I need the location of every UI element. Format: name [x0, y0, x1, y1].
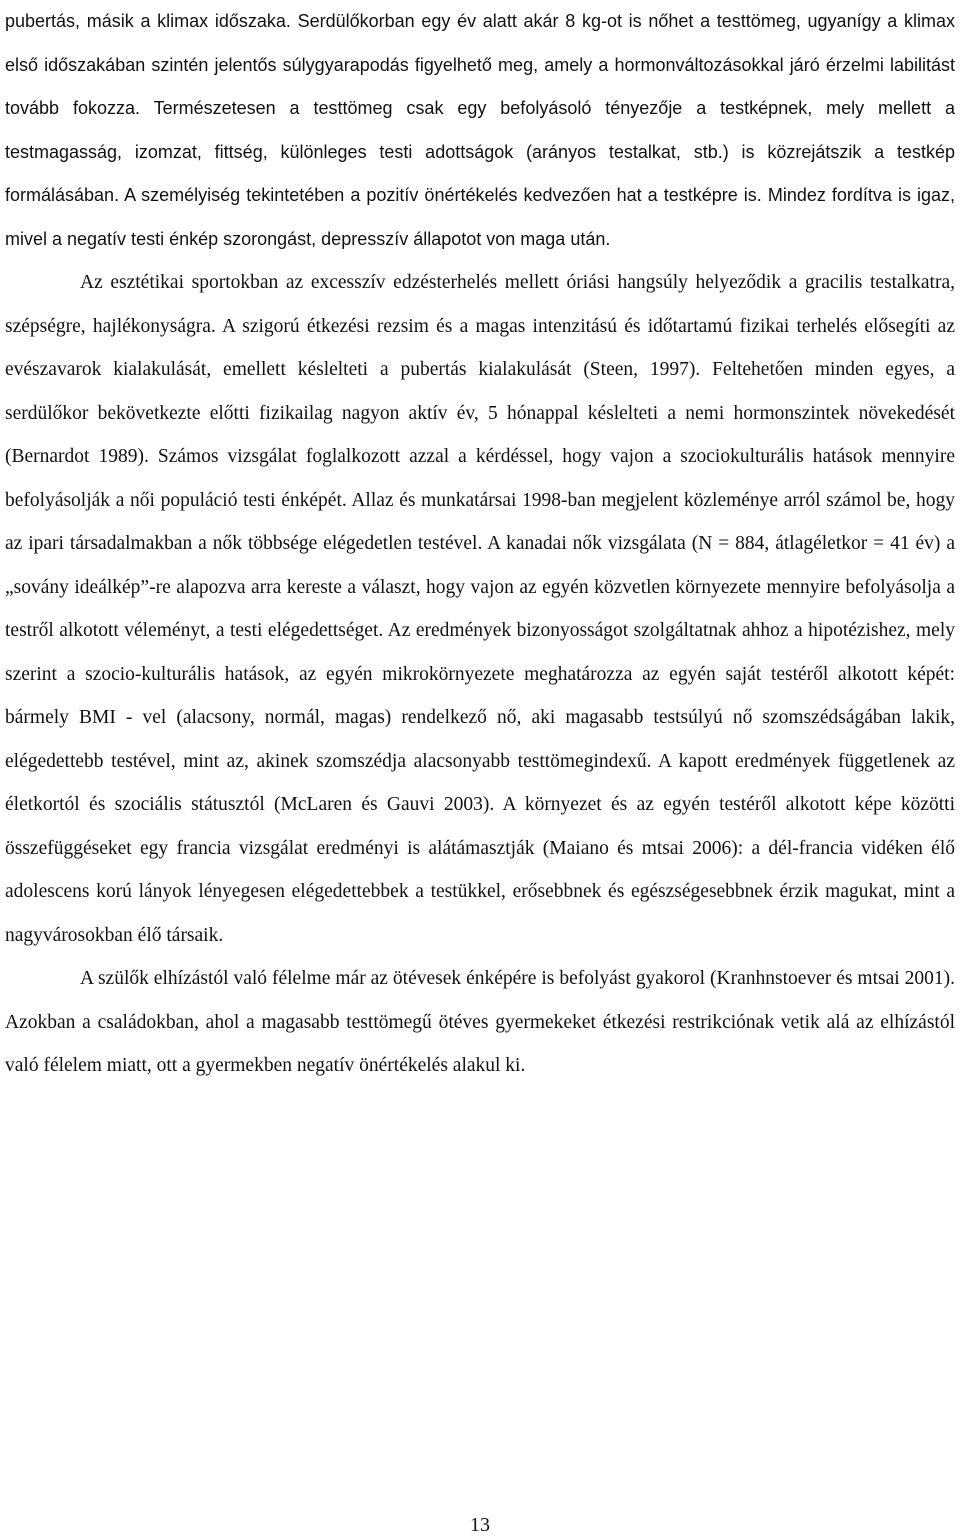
paragraph-2-text: Az esztétikai sportokban az excesszív edzésterhelés mellett óriási hangsúly helyeződik a gracilis testalkatra, szépségre, hajlékonyságra. A szigorú étkezési rezsim és a magas intenzitású és időtartamú fizikai terhelés elősegíti az evészavarok kialakulását, emellett késlelteti a pubertás kialakulását (Steen, 1997). Feltehetően minden egyes, a serdülőkor bekövetkezte előtti fizikailag nagyon aktív év, 5 hónappal késlelteti a nemi hormonszintek növekedését (Bernardot 1989). Számos vizsgálat foglalkozott azzal a kérdéssel, hogy vajon a szociokulturális hatások mennyire befolyásolják a női populáció testi énképét. Allaz és munkatársai 1998-ban megjelent közleménye arról számol be, hogy az ipari társadalmakban a nők többsége elégedetlen testével. A kanadai nők vizsgálata (N = 884, átlagéletkor = 41 év) a „sovány ideálkép”-re alapozva arra kereste a választ, hogy vajon az egyén közvetlen környezete mennyire befolyásolja a testről alkotott véleményt, a testi elégedettséget. Az eredmények bizonyosságot szolgáltatnak ahhoz a hipotézishez, mely szerint a szocio-kulturális hatások, az egyén mikrokörnyezete meghatározza az egyén saját testéről alkotott képét: bármely BMI - vel (alacsony, normál, magas) rendelkező nő, aki magasabb testsúlyú nő szomszédságában lakik, elégedettebb testével, mint az, akinek szomszédja alacsonyabb testtömegindexű. A kapott eredmények függetlenek az életkortól és szociális státusztól (McLaren és Gauvi 2003). A környezet és az egyén testéről alkotott képe közötti összefüggéseket egy francia vizsgálat eredményi is alátámasztják (Maiano és mtsai 2006): a dél-francia vidéken élő adolescens korú lányok lényegesen elégedettebbek a testükkel, erősebbnek és egészségesebbnek érzik magukat, mint a nagyvárosokban élő társaik. [5, 272, 955, 946]
paragraph-body-image [5, 0, 955, 261]
paragraph-parents-fear [5, 957, 955, 1088]
paragraph-aesthetic-sports [5, 261, 955, 957]
paragraph-3-text: A szülők elhízástól való félelme már az ötévesek énképére is befolyást gyakorol (Kranhnstoever és mtsai 2001). Azokban a családokban, ahol a magasabb testtömegű ötéves gyermekeket étkezési restrikciónak vetik alá az elhízástól való félelem miatt, ott a gyermekben negatív önértékelés alakul ki. [5, 968, 955, 1076]
page-number: 13 [470, 1514, 490, 1536]
document-page [5, 0, 955, 1088]
paragraph-1-text: pubertás, másik a klimax időszaka. Serdülőkorban egy év alatt akár 8 kg-ot is nőhet a testtömeg, ugyanígy a klimax első időszakában szintén jelentős súlygyarapodás figyelhető meg, amely a hormonváltozásokkal járó érzelmi labilitást tovább fokozza. Természetesen a testtömeg csak egy befolyásoló tényezője a testképnek, mely mellett a testmagasság, izomzat, fittség, különleges testi adottságok (arányos testalkat, stb.) is közrejátszik a testkép formálásában. A személyiség tekintetében a pozitív önértékelés kedvezően hat a testképre is. Mindez fordítva is igaz, mivel a negatív testi énkép szorongást, depresszív állapotot von maga után. [5, 11, 955, 249]
